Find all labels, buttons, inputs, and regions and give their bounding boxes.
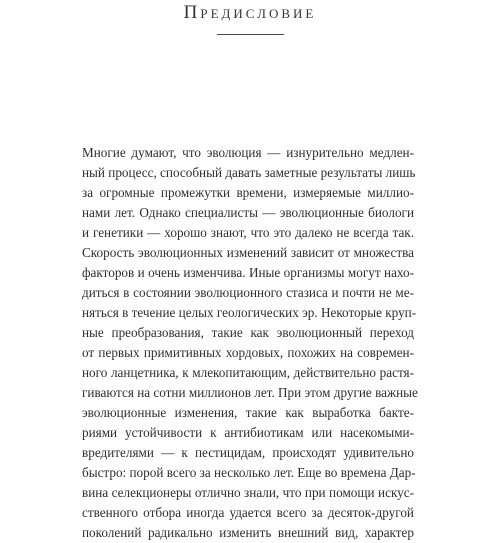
body-paragraph <box>82 143 418 543</box>
text-line: няться в течение целых геологических эр. Некоторые круп- <box>82 305 417 320</box>
text-line: вина селекционеры отлично знали, что при помощи искус- <box>82 485 414 500</box>
text-line: от первых примитивных хордовых, похожих на современ- <box>82 345 414 360</box>
text-line: быстро: порой всего за несколько лет. Еще во времена Дар- <box>82 465 416 480</box>
text-line: гиваются на сотни миллионов лет. При этом другие важные <box>82 385 418 400</box>
text-line: нами лет. Однако специалисты — эволюционные биологи <box>82 205 414 220</box>
title-divider <box>217 34 284 35</box>
text-line: эволюционные изменения, такие как выработка бакте- <box>82 405 414 420</box>
text-line: ного ланцетника, к млекопитающим, действительно растя- <box>82 365 414 380</box>
text-line: Скорость эволюционных изменений зависит от множества <box>82 245 414 260</box>
text-line: за огромные промежутки времени, измеряемые миллио- <box>82 185 414 200</box>
text-line: риями устойчивости к антибиотикам или насекомыми- <box>82 425 414 440</box>
chapter-title: Предисловие <box>183 2 317 23</box>
text-line: ный процесс, способный давать заметные результаты лишь <box>82 165 416 180</box>
text-line: ственного отбора иногда удается всего за десяток-другой <box>82 505 414 520</box>
text-line: поколений радикально изменить внешний вид, характер <box>82 525 414 540</box>
text-line: вредителями — к пестицидам, происходят удивительно <box>82 445 414 460</box>
text-line: диться в состоянии эволюционного стазиса и почти не ме- <box>82 285 414 300</box>
text-line: факторов и очень изменчива. Иные организмы могут нахо- <box>82 265 414 280</box>
text-line: Многие думают, что эволюция — изнурительно медлен- <box>82 145 414 160</box>
text-line: и генетики — хорошо знают, что это далеко не всегда так. <box>82 225 414 240</box>
text-line: ные преобразования, такие как эволюционный переход <box>82 325 414 340</box>
